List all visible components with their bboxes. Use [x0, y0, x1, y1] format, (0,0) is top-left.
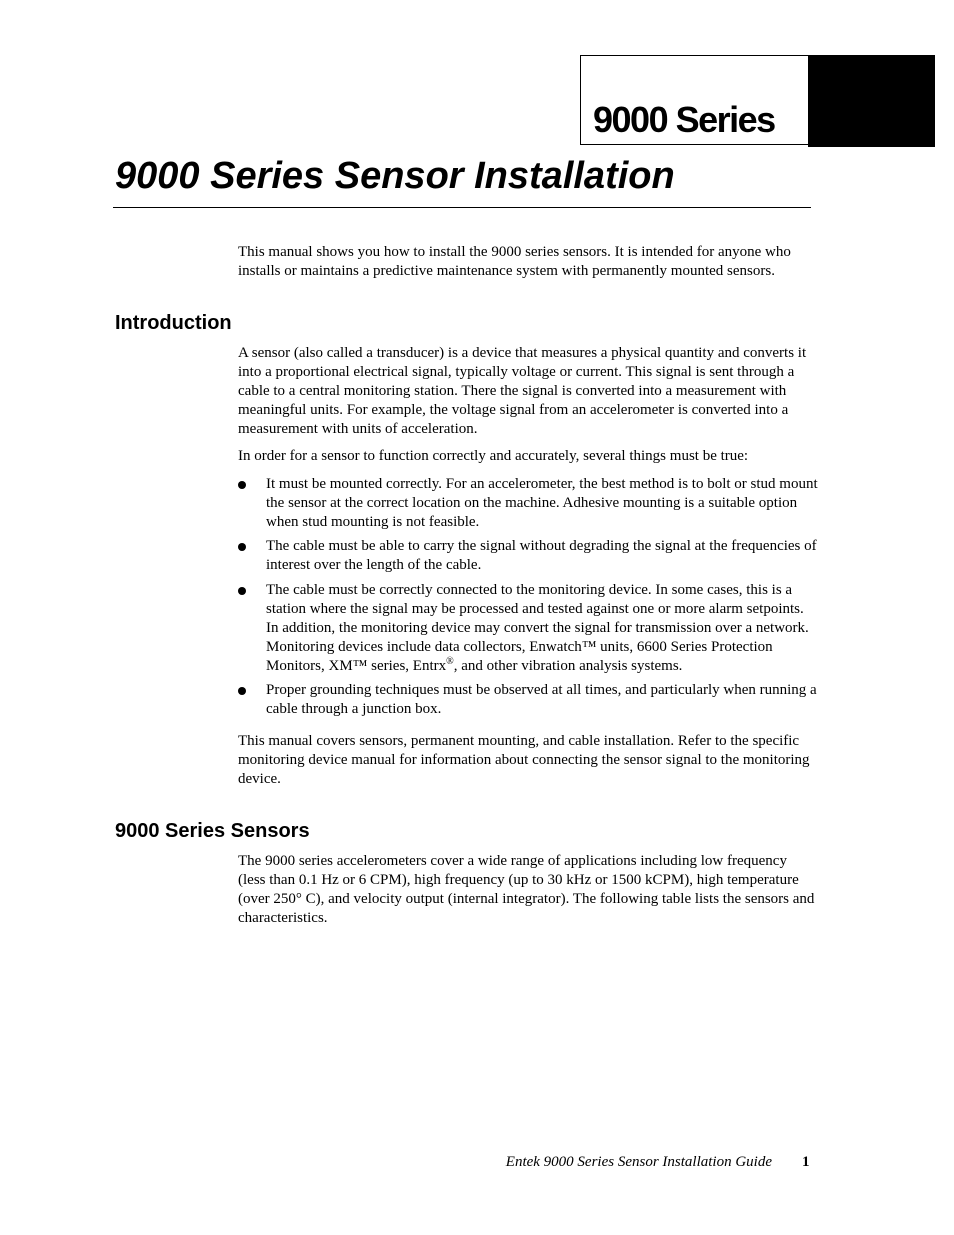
- list-item: [238, 681, 818, 719]
- chapter-box: [580, 55, 808, 145]
- introduction-heading: Introduction: [115, 312, 232, 334]
- chapter-tab-marker: [808, 55, 935, 147]
- sensors-paragraph: The 9000 series accelerometers cover a wide range of applications including low frequency (less than 0.1 Hz or 6 CPM), high frequency (up to 30 kHz or 1500 kCPM), high temperature (over 250° C), and velocity output (internal integrator). The following table lists the sensors and characteristics.: [238, 853, 815, 926]
- bullet-icon: [238, 543, 246, 551]
- chapter-label: 9000 Series: [593, 99, 775, 140]
- bullet-icon: [238, 587, 246, 595]
- list-item-text: It must be mounted correctly. For an accelerometer, the best method is to bolt or stud mount the sensor at the correct location on the machine. Adhesive mounting is a suitable option when stud mounting is not feasible.: [266, 476, 818, 530]
- page-number: 1: [802, 1154, 810, 1170]
- list-item-text-part: The cable must be correctly connected to the monitoring device. In some cases, this is a station where the signal may be processed and tested against one or more alarm setpoints. In addition, the monitoring device may convert the signal for transmission over a network. Monitoring devices include data collectors, Enwatch™ units, 6600 Series Protection Monitors, XM™ series, Entrx: [266, 582, 809, 674]
- registered-mark: ®: [446, 656, 454, 667]
- list-item-text: [266, 581, 818, 676]
- introduction-paragraph-3: This manual covers sensors, permanent mounting, and cable installation. Refer to the specific monitoring device manual for information about connecting the sensor signal to the monitoring device.: [238, 733, 810, 787]
- list-item-text: The cable must be able to carry the signal without degrading the signal at the frequencies of interest over the length of the cable.: [266, 538, 817, 573]
- sensors-heading: 9000 Series Sensors: [115, 820, 310, 842]
- bullet-icon: [238, 687, 246, 695]
- page-title: 9000 Series Sensor Installation: [115, 155, 675, 197]
- list-item: [238, 537, 818, 575]
- list-item: [238, 581, 818, 676]
- intro-paragraph: This manual shows you how to install the 9000 series sensors. It is intended for anyone who installs or maintains a predictive maintenance system with permanently mounted sensors.: [238, 244, 791, 279]
- list-item: [238, 475, 818, 532]
- list-item-text: Proper grounding techniques must be observed at all times, and particularly when running a cable through a junction box.: [266, 682, 817, 717]
- introduction-paragraph-1: A sensor (also called a transducer) is a device that measures a physical quantity and converts it into a proportional electrical signal, typically voltage or current. This signal is sent through a cable to a central monitoring station. There the signal is converted into a measurement with meaningful units. For example, the voltage signal from an accelerometer is converted into a measurement with units of acceleration.: [238, 345, 807, 437]
- footer-guide-title: Entek 9000 Series Sensor Installation Guide: [505, 1154, 772, 1170]
- bullet-icon: [238, 481, 246, 489]
- list-item-text-part: , and other vibration analysis systems.: [453, 658, 683, 674]
- introduction-paragraph-2: In order for a sensor to function correctly and accurately, several things must be true:: [238, 448, 749, 464]
- title-divider: [113, 207, 811, 208]
